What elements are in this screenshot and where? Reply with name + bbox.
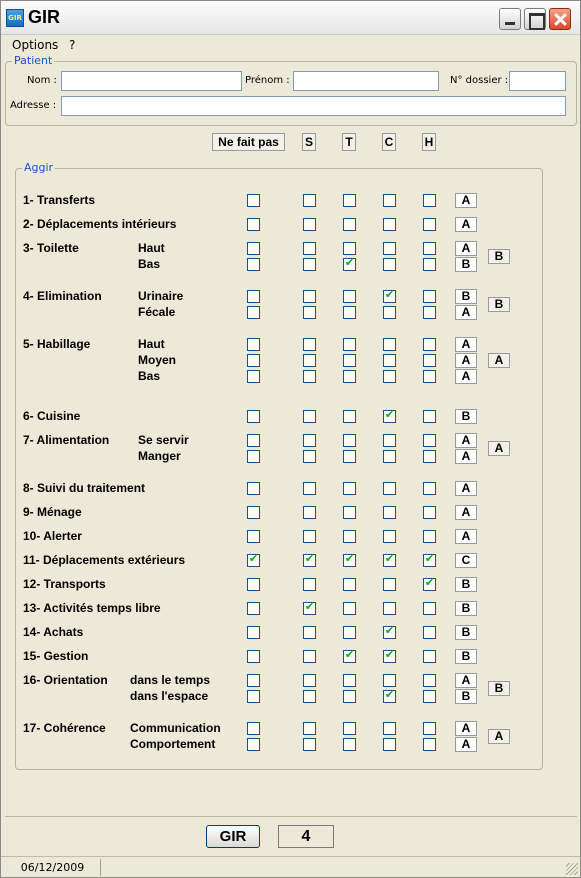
h-checkbox[interactable] — [423, 370, 436, 383]
c-checkbox[interactable] — [383, 674, 396, 687]
menu-bar — [1, 35, 580, 55]
c-checkbox[interactable] — [383, 690, 396, 703]
row-result: A — [455, 369, 477, 384]
row-label: 15- Gestion — [23, 649, 89, 663]
ne-fait-pas-checkbox[interactable] — [247, 434, 260, 447]
t-checkbox[interactable] — [343, 602, 356, 615]
c-checkbox[interactable] — [383, 482, 396, 495]
row-label: 4- Elimination — [23, 289, 102, 303]
row-label: 7- Alimentation — [23, 433, 110, 447]
row-label: 8- Suivi du traitement — [23, 481, 146, 495]
row-sub-label: Urinaire — [138, 289, 184, 303]
row-result: B — [455, 625, 477, 640]
row-label: 9- Ménage — [23, 505, 82, 519]
row-result: A — [455, 305, 477, 320]
h-checkbox[interactable] — [423, 218, 436, 231]
c-checkbox[interactable] — [383, 578, 396, 591]
row-sub-label: Se servir — [138, 433, 189, 447]
row-sub-label: dans le temps — [130, 673, 211, 687]
row-label: 13- Activités temps libre — [23, 601, 161, 615]
row-result: A — [455, 481, 477, 496]
h-checkbox[interactable] — [423, 258, 436, 271]
ne-fait-pas-checkbox[interactable] — [247, 506, 260, 519]
h-checkbox[interactable] — [423, 450, 436, 463]
dossier-field[interactable] — [509, 71, 566, 91]
menu-options[interactable]: Options — [12, 38, 59, 52]
t-checkbox[interactable] — [343, 578, 356, 591]
s-checkbox[interactable] — [303, 674, 316, 687]
h-checkbox[interactable] — [423, 554, 436, 567]
s-checkbox[interactable] — [303, 242, 316, 255]
row-sub-label: Manger — [138, 449, 181, 463]
ne-fait-pas-checkbox[interactable] — [247, 626, 260, 639]
row-label: 2- Déplacements intérieurs — [23, 217, 177, 231]
ne-fait-pas-checkbox[interactable] — [247, 650, 260, 663]
t-checkbox[interactable] — [343, 242, 356, 255]
status-bar — [1, 856, 580, 877]
ne-fait-pas-checkbox[interactable] — [247, 242, 260, 255]
c-checkbox[interactable] — [383, 450, 396, 463]
row-label: 5- Habillage — [23, 337, 91, 351]
s-checkbox[interactable] — [303, 410, 316, 423]
h-checkbox[interactable] — [423, 650, 436, 663]
t-checkbox[interactable] — [343, 674, 356, 687]
t-checkbox[interactable] — [343, 370, 356, 383]
ne-fait-pas-checkbox[interactable] — [247, 306, 260, 319]
c-checkbox[interactable] — [383, 194, 396, 207]
ne-fait-pas-checkbox[interactable] — [247, 690, 260, 703]
row-result: A — [455, 673, 477, 688]
s-checkbox[interactable] — [303, 530, 316, 543]
h-checkbox[interactable] — [423, 290, 436, 303]
t-checkbox[interactable] — [343, 258, 356, 271]
c-checkbox[interactable] — [383, 218, 396, 231]
close-button[interactable] — [549, 8, 571, 30]
s-checkbox[interactable] — [303, 258, 316, 271]
c-checkbox[interactable] — [383, 722, 396, 735]
row-result: B — [455, 257, 477, 272]
s-checkbox[interactable] — [303, 554, 316, 567]
ne-fait-pas-checkbox[interactable] — [247, 370, 260, 383]
t-checkbox[interactable] — [343, 194, 356, 207]
c-checkbox[interactable] — [383, 258, 396, 271]
row-result: A — [455, 449, 477, 464]
col-header-c: C — [382, 133, 396, 151]
gir-button[interactable]: GIR — [206, 825, 260, 848]
t-checkbox[interactable] — [343, 338, 356, 351]
s-checkbox[interactable] — [303, 650, 316, 663]
ne-fait-pas-checkbox[interactable] — [247, 578, 260, 591]
t-checkbox[interactable] — [343, 450, 356, 463]
row-sub-label: Bas — [138, 369, 161, 383]
row-result: A — [455, 241, 477, 256]
row-result: A — [455, 217, 477, 232]
patient-group — [5, 54, 577, 126]
row-sub-label: Haut — [138, 241, 165, 255]
window-title: GIR — [28, 7, 61, 27]
s-checkbox[interactable] — [303, 218, 316, 231]
h-checkbox[interactable] — [423, 434, 436, 447]
ne-fait-pas-checkbox[interactable] — [247, 554, 260, 567]
gir-score: 4 — [278, 825, 334, 848]
row-label: 16- Orientation — [23, 673, 108, 687]
c-checkbox[interactable] — [383, 530, 396, 543]
h-checkbox[interactable] — [423, 194, 436, 207]
s-checkbox[interactable] — [303, 602, 316, 615]
t-checkbox[interactable] — [343, 690, 356, 703]
row-label: 10- Alerter — [23, 529, 82, 543]
s-checkbox[interactable] — [303, 482, 316, 495]
row-result: B — [455, 409, 477, 424]
aggir-legend: Aggir — [24, 161, 54, 174]
group-result: B — [488, 681, 510, 696]
row-label: 14- Achats — [23, 625, 84, 639]
h-checkbox[interactable] — [423, 722, 436, 735]
ne-fait-pas-checkbox[interactable] — [247, 450, 260, 463]
row-result: C — [455, 553, 477, 568]
t-checkbox[interactable] — [343, 530, 356, 543]
row-result: A — [455, 721, 477, 736]
ne-fait-pas-checkbox[interactable] — [247, 338, 260, 351]
h-checkbox[interactable] — [423, 482, 436, 495]
h-checkbox[interactable] — [423, 674, 436, 687]
ne-fait-pas-checkbox[interactable] — [247, 722, 260, 735]
s-checkbox[interactable] — [303, 434, 316, 447]
c-checkbox[interactable] — [383, 290, 396, 303]
row-result: A — [455, 337, 477, 352]
row-label: 11- Déplacements extérieurs — [23, 553, 186, 567]
t-checkbox[interactable] — [343, 482, 356, 495]
row-sub-label: Communication — [130, 721, 221, 735]
h-checkbox[interactable] — [423, 690, 436, 703]
dossier-label: N° dossier : — [450, 75, 509, 86]
row-result: B — [455, 289, 477, 304]
t-checkbox[interactable] — [343, 650, 356, 663]
ne-fait-pas-checkbox[interactable] — [247, 482, 260, 495]
c-checkbox[interactable] — [383, 738, 396, 751]
c-checkbox[interactable] — [383, 554, 396, 567]
adresse-label: Adresse : — [10, 100, 57, 111]
row-label: 1- Transferts — [23, 193, 96, 207]
h-checkbox[interactable] — [423, 354, 436, 367]
ne-fait-pas-checkbox[interactable] — [247, 602, 260, 615]
t-checkbox[interactable] — [343, 306, 356, 319]
col-header-h: H — [422, 133, 436, 151]
group-result: B — [488, 297, 510, 312]
group-result: A — [488, 441, 510, 456]
ne-fait-pas-checkbox[interactable] — [247, 410, 260, 423]
t-checkbox[interactable] — [343, 626, 356, 639]
ne-fait-pas-checkbox[interactable] — [247, 738, 260, 751]
t-checkbox[interactable] — [343, 554, 356, 567]
ne-fait-pas-checkbox[interactable] — [247, 530, 260, 543]
t-checkbox[interactable] — [343, 410, 356, 423]
s-checkbox[interactable] — [303, 690, 316, 703]
c-checkbox[interactable] — [383, 602, 396, 615]
group-result: B — [488, 249, 510, 264]
c-checkbox[interactable] — [383, 354, 396, 367]
h-checkbox[interactable] — [423, 578, 436, 591]
ne-fait-pas-checkbox[interactable] — [247, 218, 260, 231]
row-sub-label: Moyen — [138, 353, 177, 367]
row-sub-label: Bas — [138, 257, 161, 271]
h-checkbox[interactable] — [423, 602, 436, 615]
s-checkbox[interactable] — [303, 354, 316, 367]
row-sub-label: Haut — [138, 337, 165, 351]
group-result: A — [488, 729, 510, 744]
row-result: B — [455, 649, 477, 664]
row-label: 3- Toilette — [23, 241, 79, 255]
h-checkbox[interactable] — [423, 338, 436, 351]
t-checkbox[interactable] — [343, 218, 356, 231]
h-checkbox[interactable] — [423, 506, 436, 519]
s-checkbox[interactable] — [303, 450, 316, 463]
t-checkbox[interactable] — [343, 290, 356, 303]
row-result: A — [455, 529, 477, 544]
row-sub-label: Fécale — [138, 305, 176, 319]
bottom-divider — [5, 816, 577, 817]
c-checkbox[interactable] — [383, 370, 396, 383]
prenom-field[interactable] — [293, 71, 439, 91]
adresse-field[interactable] — [61, 96, 566, 116]
t-checkbox[interactable] — [343, 354, 356, 367]
h-checkbox[interactable] — [423, 626, 436, 639]
col-header-s: S — [302, 133, 316, 151]
status-date: 06/12/2009 — [5, 859, 101, 876]
h-checkbox[interactable] — [423, 410, 436, 423]
row-result: A — [455, 353, 477, 368]
s-checkbox[interactable] — [303, 306, 316, 319]
menu-help[interactable]: ? — [69, 38, 76, 52]
resize-grip-icon[interactable] — [566, 863, 578, 875]
col-header-ne-fait-pas: Ne fait pas — [212, 133, 285, 151]
h-checkbox[interactable] — [423, 530, 436, 543]
c-checkbox[interactable] — [383, 626, 396, 639]
ne-fait-pas-checkbox[interactable] — [247, 354, 260, 367]
t-checkbox[interactable] — [343, 722, 356, 735]
s-checkbox[interactable] — [303, 722, 316, 735]
patient-legend: Patient — [14, 54, 53, 67]
maximize-button[interactable] — [524, 8, 546, 30]
s-checkbox[interactable] — [303, 194, 316, 207]
row-result: A — [455, 737, 477, 752]
gir-app-icon: GIR — [6, 9, 24, 27]
row-sub-label: dans l'espace — [130, 689, 209, 703]
ne-fait-pas-checkbox[interactable] — [247, 290, 260, 303]
h-checkbox[interactable] — [423, 306, 436, 319]
t-checkbox[interactable] — [343, 434, 356, 447]
row-result: A — [455, 505, 477, 520]
minimize-button[interactable] — [499, 8, 521, 30]
c-checkbox[interactable] — [383, 506, 396, 519]
c-checkbox[interactable] — [383, 338, 396, 351]
s-checkbox[interactable] — [303, 370, 316, 383]
ne-fait-pas-checkbox[interactable] — [247, 258, 260, 271]
row-result: B — [455, 577, 477, 592]
s-checkbox[interactable] — [303, 290, 316, 303]
c-checkbox[interactable] — [383, 434, 396, 447]
c-checkbox[interactable] — [383, 410, 396, 423]
s-checkbox[interactable] — [303, 738, 316, 751]
nom-label: Nom : — [27, 75, 57, 86]
c-checkbox[interactable] — [383, 242, 396, 255]
t-checkbox[interactable] — [343, 738, 356, 751]
prenom-label: Prénom : — [245, 75, 290, 86]
row-label: 17- Cohérence — [23, 721, 106, 735]
h-checkbox[interactable] — [423, 738, 436, 751]
nom-field[interactable] — [61, 71, 242, 91]
s-checkbox[interactable] — [303, 578, 316, 591]
group-result: A — [488, 353, 510, 368]
ne-fait-pas-checkbox[interactable] — [247, 674, 260, 687]
row-label: 6- Cuisine — [23, 409, 81, 423]
t-checkbox[interactable] — [343, 506, 356, 519]
title-bar[interactable] — [1, 1, 580, 35]
row-result: B — [455, 689, 477, 704]
col-header-t: T — [342, 133, 356, 151]
c-checkbox[interactable] — [383, 650, 396, 663]
s-checkbox[interactable] — [303, 626, 316, 639]
row-result: A — [455, 433, 477, 448]
h-checkbox[interactable] — [423, 242, 436, 255]
s-checkbox[interactable] — [303, 506, 316, 519]
c-checkbox[interactable] — [383, 306, 396, 319]
ne-fait-pas-checkbox[interactable] — [247, 194, 260, 207]
row-result: B — [455, 601, 477, 616]
row-sub-label: Comportement — [130, 737, 216, 751]
row-result: A — [455, 193, 477, 208]
s-checkbox[interactable] — [303, 338, 316, 351]
row-label: 12- Transports — [23, 577, 106, 591]
